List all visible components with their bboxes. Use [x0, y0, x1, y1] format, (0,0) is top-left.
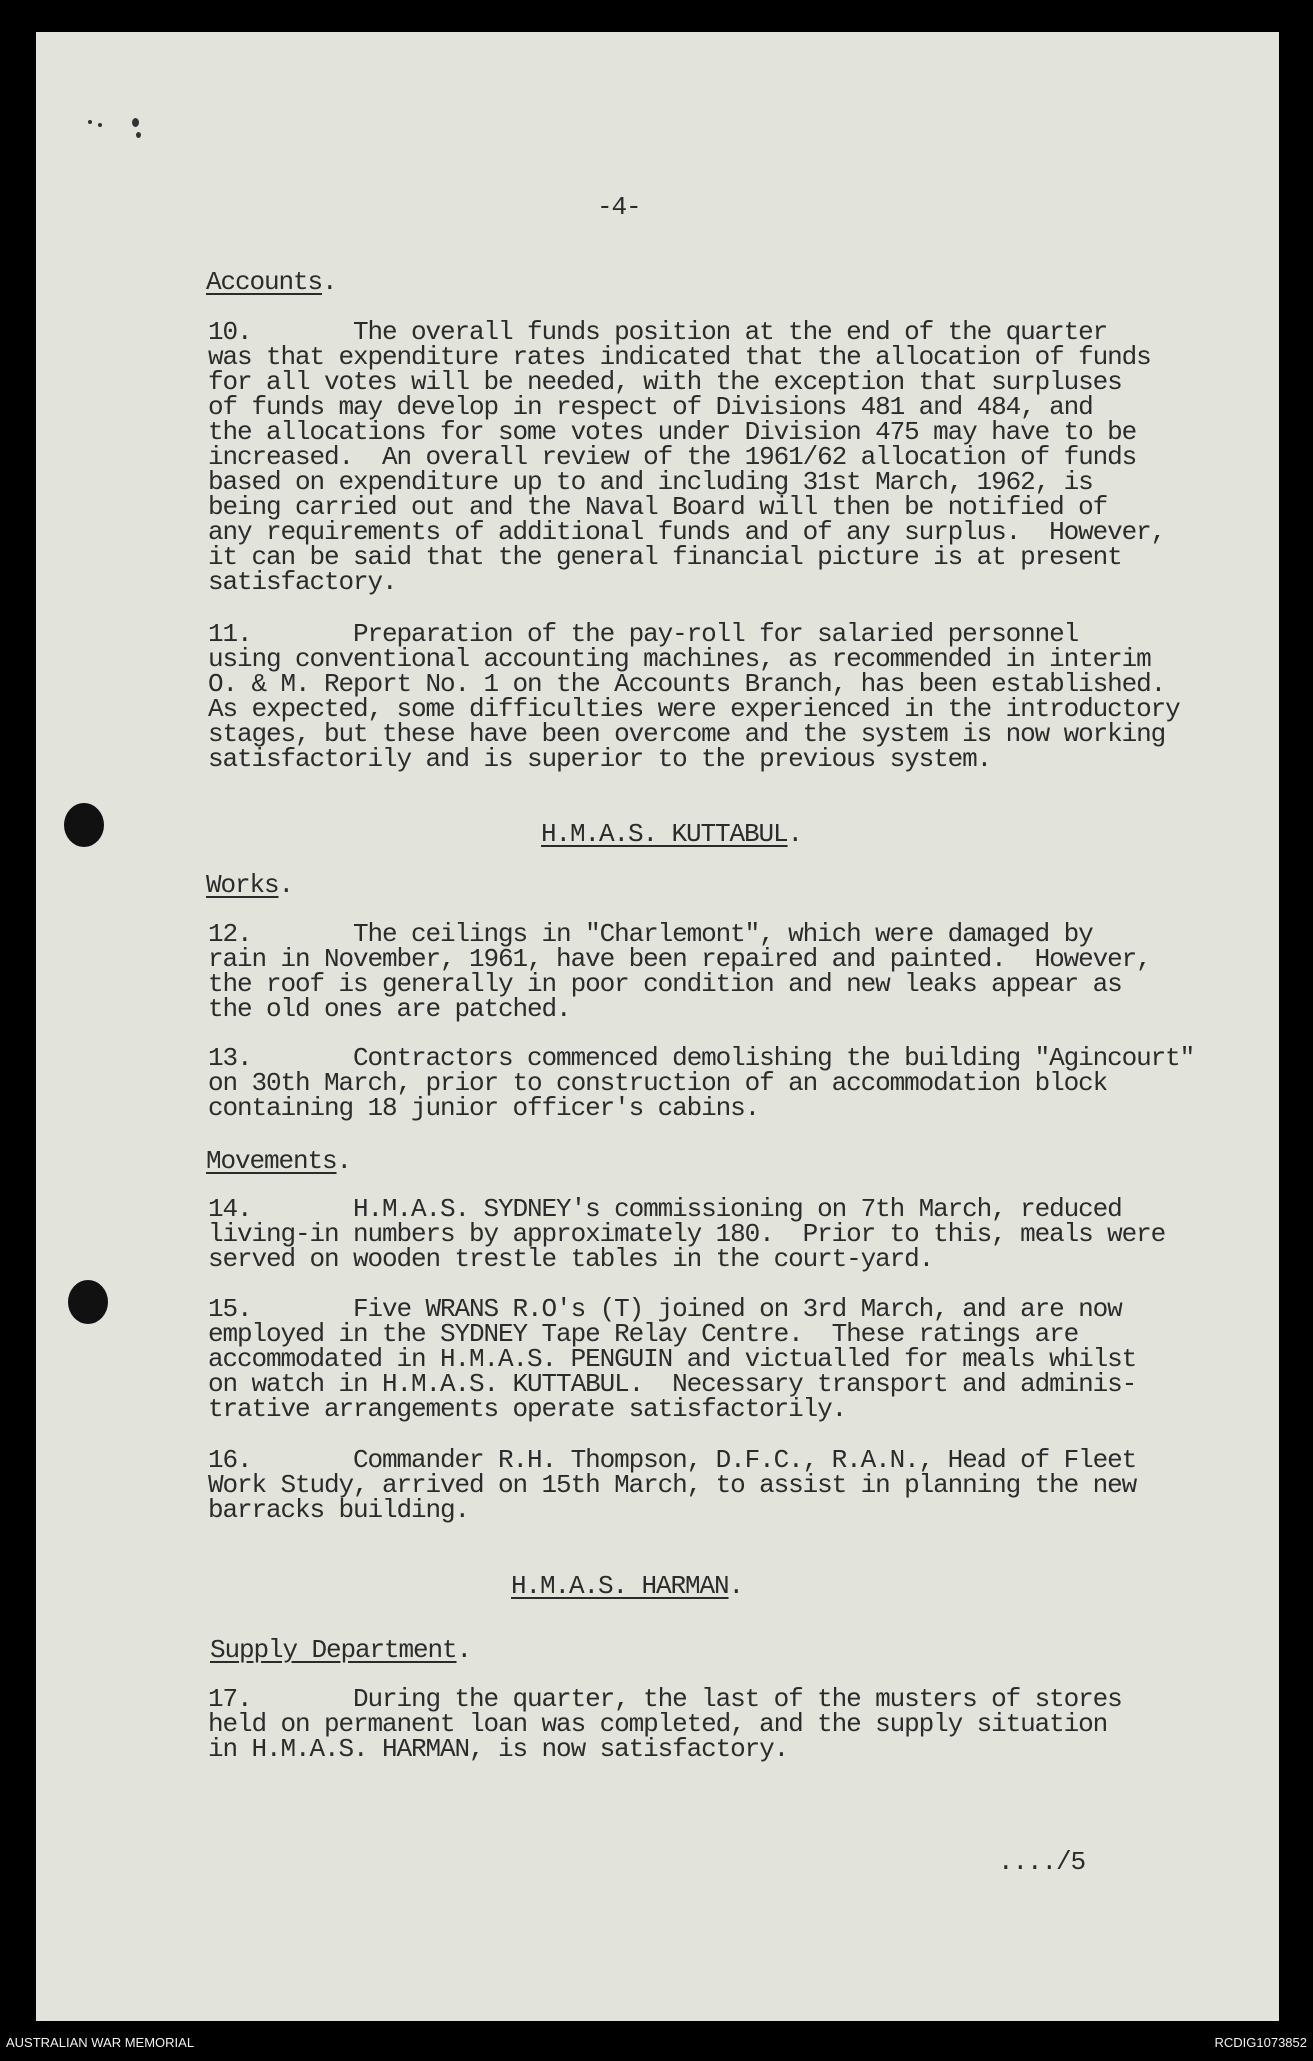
text-line: accommodated in H.M.A.S. PENGUIN and victualled for meals whilst — [208, 1344, 1137, 1374]
text-line: 12. The ceilings in "Charlemont", which were damaged by — [208, 919, 1093, 949]
text-line: trative arrangements operate satisfactorily. — [208, 1394, 847, 1424]
section-heading-accounts: Accounts. — [206, 267, 337, 297]
heading-text: Supply Department — [210, 1635, 457, 1665]
text-line: the old ones are patched. — [208, 994, 571, 1024]
text-line: barracks building. — [208, 1495, 470, 1525]
text-line: being carried out and the Naval Board will then be notified of — [208, 492, 1108, 522]
text-line: 11. Preparation of the pay-roll for salaried personnel — [208, 619, 1079, 649]
text-line: Work Study, arrived on 15th March, to assist in planning the new — [208, 1470, 1137, 1500]
text-line: was that expenditure rates indicated that the allocation of funds — [208, 342, 1151, 372]
text-line: living-in numbers by approximately 180. Prior to this, meals were — [208, 1219, 1166, 1249]
text-line: the roof is generally in poor condition and new leaks appear as — [208, 969, 1122, 999]
continuation-marker: ..../5 — [998, 1847, 1086, 1877]
text-line: on watch in H.M.A.S. KUTTABUL. Necessary transport and adminis- — [208, 1369, 1137, 1399]
page-number: -4- — [597, 192, 641, 222]
text-line: held on permanent loan was completed, and the supply situation — [208, 1709, 1108, 1739]
text-line: based on expenditure up to and including 31st March, 1962, is — [208, 467, 1093, 497]
footer-archive-credit: AUSTRALIAN WAR MEMORIAL — [6, 2035, 195, 2050]
text-line: employed in the SYDNEY Tape Relay Centre. These ratings are — [208, 1319, 1079, 1349]
text-line: satisfactorily and is superior to the previous system. — [208, 744, 992, 774]
text-line: satisfactory. — [208, 567, 397, 597]
heading-text: Works — [206, 870, 279, 900]
text-line: 14. H.M.A.S. SYDNEY's commissioning on 7th March, reduced — [208, 1194, 1122, 1224]
text-line: 13. Contractors commenced demolishing the building "Agincourt" — [208, 1043, 1195, 1073]
subheading-supply-department: Supply Department. — [210, 1635, 472, 1665]
text-line: in H.M.A.S. HARMAN, is now satisfactory. — [208, 1734, 789, 1764]
text-line: for all votes will be needed, with the exception that surpluses — [208, 367, 1122, 397]
text-line: stages, but these have been overcome and the system is now working — [208, 719, 1166, 749]
text-line: containing 18 junior officer's cabins. — [208, 1093, 760, 1123]
subheading-works: Works. — [206, 870, 294, 900]
text-line: 16. Commander R.H. Thompson, D.F.C., R.A.N., Head of Fleet — [208, 1445, 1137, 1475]
text-line: 10. The overall funds position at the end of the quarter — [208, 317, 1108, 347]
text-line: any requirements of additional funds and of any surplus. However, — [208, 517, 1166, 547]
text-line: rain in November, 1961, have been repaired and painted. However, — [208, 944, 1151, 974]
text-line: 15. Five WRANS R.O's (T) joined on 3rd March, and are now — [208, 1294, 1122, 1324]
heading-text: Accounts — [206, 267, 323, 297]
section-title-kuttabul: H.M.A.S. KUTTABUL. — [541, 819, 803, 849]
text-line: of funds may develop in respect of Divisions 481 and 484, and — [208, 392, 1093, 422]
text-line: As expected, some difficulties were experienced in the introductory — [208, 694, 1180, 724]
text-line: 17. During the quarter, the last of the musters of stores — [208, 1684, 1122, 1714]
heading-text: Movements — [206, 1146, 337, 1176]
text-line: O. & M. Report No. 1 on the Accounts Branch, has been established. — [208, 669, 1166, 699]
title-text: H.M.A.S. HARMAN — [511, 1571, 729, 1601]
subheading-movements: Movements. — [206, 1146, 352, 1176]
text-line: increased. An overall review of the 1961/62 allocation of funds — [208, 442, 1137, 472]
text-line: it can be said that the general financial picture is at present — [208, 542, 1122, 572]
text-line: the allocations for some votes under Division 475 may have to be — [208, 417, 1137, 447]
text-line: using conventional accounting machines, as recommended in interim — [208, 644, 1151, 674]
title-text: H.M.A.S. KUTTABUL — [541, 819, 788, 849]
section-title-harman: H.M.A.S. HARMAN. — [511, 1571, 744, 1601]
text-line: served on wooden trestle tables in the court-yard. — [208, 1244, 934, 1274]
text-line: on 30th March, prior to construction of an accommodation block — [208, 1068, 1108, 1098]
footer-record-id: RCDIG1073852 — [1214, 2035, 1307, 2050]
